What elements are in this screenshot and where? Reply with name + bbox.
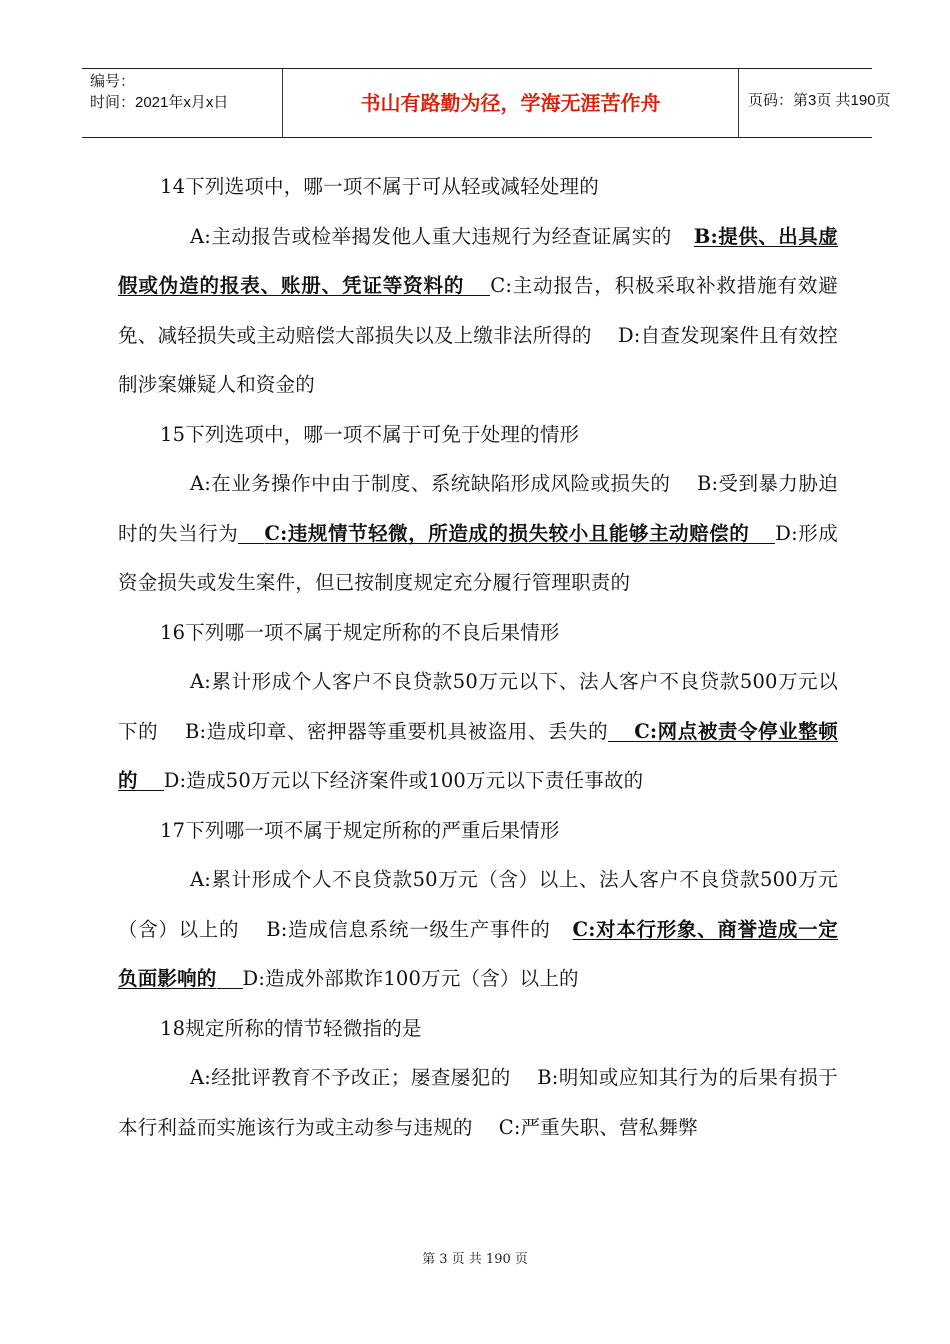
question-title: 14下列选项中，哪一项不属于可从轻或减轻处理的 [160, 175, 599, 198]
document-body [118, 162, 838, 1152]
answer-highlight: C:网点被责令停业整顿的 [118, 719, 838, 792]
options-after: D:造成外部欺诈100万元（含）以上的 [242, 967, 579, 990]
question-title: 18规定所称的情节轻微指的是 [160, 1016, 422, 1040]
header-motto: 书山有路勤为径，学海无涯苦作舟 [360, 91, 661, 115]
page-footer: 第 3 页 共 190 页 [422, 1252, 528, 1267]
header-meta-cell [82, 69, 282, 137]
header-motto-cell [282, 69, 739, 137]
question-options [118, 855, 838, 1004]
answer-highlight: C:对本行形象、商誉造成一定负面影响的 [118, 917, 838, 990]
options-before: A:累计形成个人不良贷款50万元（含）以上、法人客户不良贷款500万元（含）以上的 B:造成信息系统一级生产事件的 [118, 868, 838, 941]
question-title: 17下列哪一项不属于规定所称的严重后果情形 [160, 818, 560, 842]
header-page-number: 页码：第3页 共190页 [748, 92, 891, 109]
question-options [118, 459, 838, 608]
options-after: C:主动报告，积极采取补救措施有效避免、减轻损失或主动赔偿大部损失以及上缴非法所得的 D:自查发现案件且有效控制涉案嫌疑人和资金的 [118, 274, 838, 396]
question-options [118, 657, 838, 806]
options-before: A:累计形成个人客户不良贷款50万元以下、法人客户不良贷款500万元以下的 B:造成印章、密押器等重要机具被盗用、丢失的 [118, 670, 838, 743]
document-number-label: 编号： [90, 73, 136, 90]
page-header [82, 68, 891, 138]
question-title: 16下列哪一项不属于规定所称的不良后果情形 [160, 620, 560, 644]
answer-highlight: C:违规情节轻微，所造成的损失较小且能够主动赔偿的 [264, 521, 750, 545]
question-options [118, 212, 838, 410]
document-time-label: 时间：2021年x月x日 [90, 94, 229, 111]
options-after: D:形成资金损失或发生案件，但已按制度规定充分履行管理职责的 [118, 521, 838, 594]
options-before: A:经批评教育不予改正；屡查屡犯的 B:明知或应知其行为的后果有损于本行利益而实施该行为或主动参与违规的 C:严重失职、营私舞弊 [118, 1066, 838, 1139]
options-before: A:在业务操作中由于制度、系统缺陷形成风险或损失的 B:受到暴力胁迫时的失当行为 [118, 472, 838, 545]
header-page-cell [738, 69, 891, 137]
answer-highlight: B:提供、出具虚假或伪造的报表、账册、凭证等资料的 [118, 224, 839, 297]
options-after: D:造成50万元以下经济案件或100万元以下责任事故的 [163, 769, 644, 792]
question-options [118, 1053, 838, 1152]
question-title: 15下列选项中，哪一项不属于可免于处理的情形 [160, 422, 580, 446]
options-before: A:主动报告或检举揭发他人重大违规行为经查证属实的 [190, 224, 672, 248]
